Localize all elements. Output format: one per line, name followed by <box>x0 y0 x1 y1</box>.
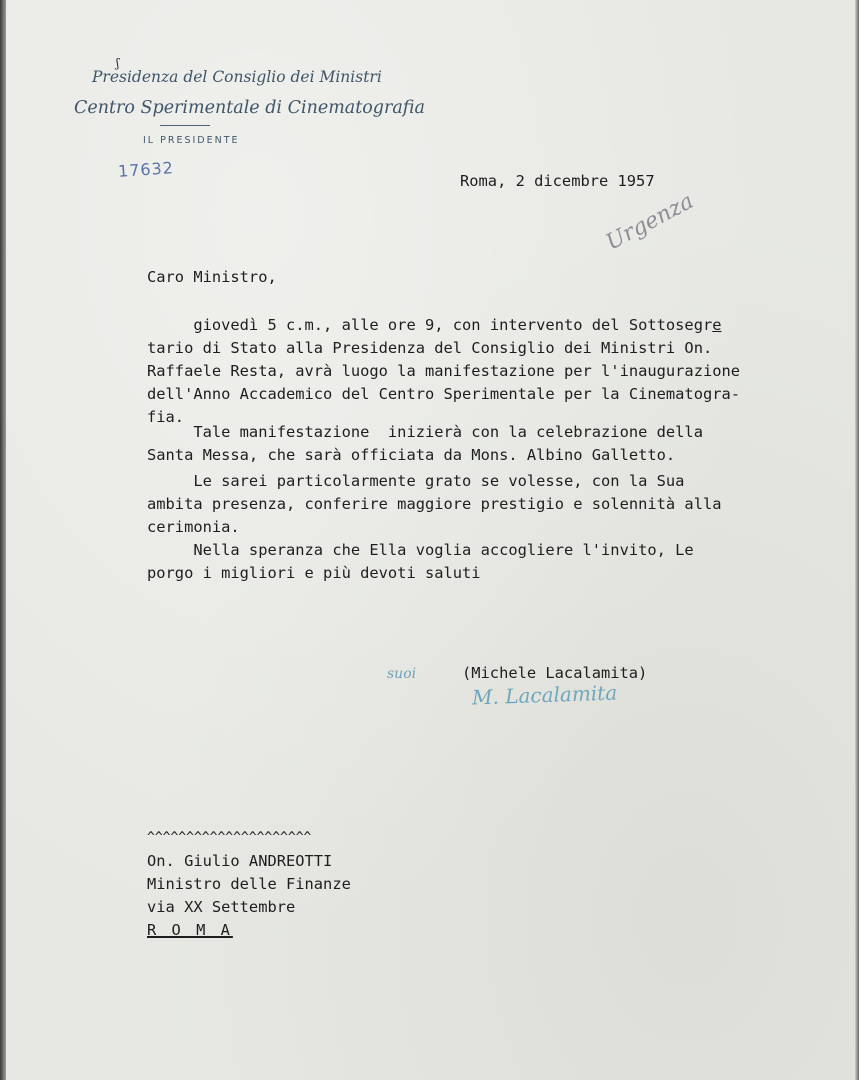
body-line: dell'Anno Accademico del Centro Sperimentale per la Cinematogra- <box>147 385 741 403</box>
handwritten-note: Urgenza <box>602 188 698 256</box>
body-line: Le sarei particolarmente grato se volesse, con la Sua <box>147 472 685 490</box>
body-line-underlined: e <box>712 316 722 334</box>
letterhead-mark: ʃ <box>116 56 120 70</box>
letterhead-rule <box>160 125 210 126</box>
body-line: porgo i migliori e più devoti saluti <box>147 564 481 582</box>
body-line: giovedì 5 c.m., alle ore 9, con intervento del Sottosegr <box>147 316 713 334</box>
body-line: ambita presenza, conferire maggiore prestigio e solennità alla <box>147 495 722 513</box>
letterhead-line-1: Presidenza del Consiglio dei Ministri <box>92 68 382 86</box>
handwritten-signature: M. Lacalamita <box>471 680 618 710</box>
body-line: Raffaele Resta, avrà luogo la manifestazione per l'inaugurazione <box>147 362 741 380</box>
body-paragraph-4 <box>147 539 694 585</box>
handwritten-signoff: suoi <box>387 666 417 682</box>
scan-edge-left <box>0 0 6 1080</box>
body-line: fia. <box>147 408 185 426</box>
recipient-street: via XX Settembre <box>147 898 296 916</box>
body-line: tario di Stato alla Presidenza del Consiglio dei Ministri On. <box>147 339 713 357</box>
scan-edge-right <box>855 0 859 1080</box>
protocol-number: 17632 <box>117 158 175 181</box>
body-line: Tale manifestazione inizierà con la celebrazione della <box>147 423 703 441</box>
date-line: Roma, 2 dicembre 1957 <box>460 172 655 190</box>
body-line: Nella speranza che Ella voglia accogliere l'invito, Le <box>147 541 694 559</box>
recipient-name: On. Giulio ANDREOTTI <box>147 852 333 870</box>
letterhead-line-2: Centro Sperimentale di Cinematografia <box>74 98 425 118</box>
body-line: cerimonia. <box>147 518 240 536</box>
separator-line: ^^^^^^^^^^^^^^^^^^^^^ <box>147 830 312 845</box>
recipient-role: Ministro delle Finanze <box>147 875 351 893</box>
signer-name: (Michele Lacalamita) <box>462 664 648 682</box>
letterhead-title: IL PRESIDENTE <box>143 135 240 146</box>
body-paragraph-1 <box>147 314 740 429</box>
salutation: Caro Ministro, <box>147 268 277 286</box>
recipient-city: R O M A <box>147 921 233 939</box>
body-line: Santa Messa, che sarà officiata da Mons. Albino Galletto. <box>147 446 676 464</box>
body-paragraph-2 <box>147 421 703 467</box>
body-paragraph-3 <box>147 470 722 539</box>
